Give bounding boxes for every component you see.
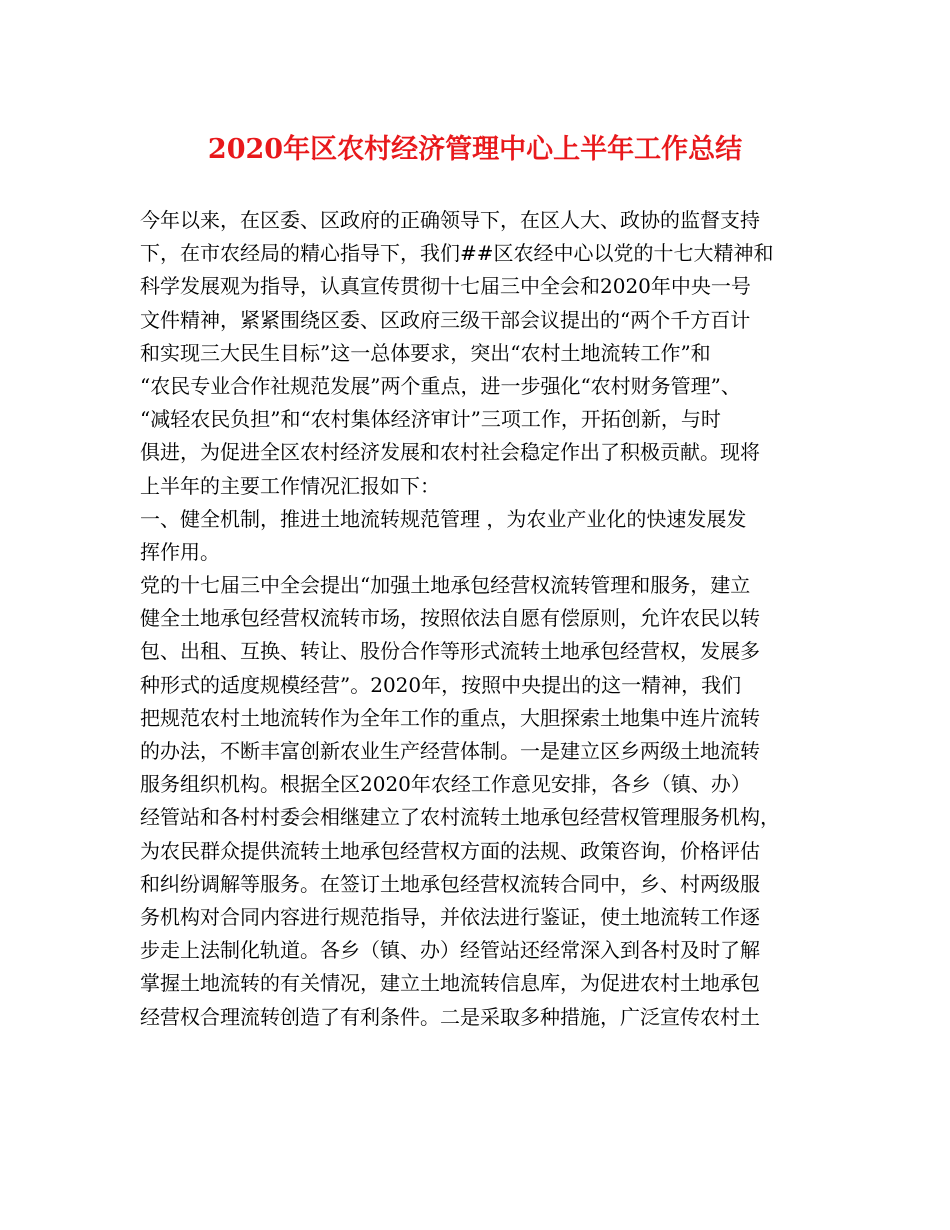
text-line: 包、出租、互换、转让、股份合作等形式流转土地承包经营权，发展多 — [140, 639, 760, 664]
text-line: 为农民群众提供流转土地承包经营权方面的法规、政策咨询，价格评估 — [140, 838, 760, 863]
text-line: 经营权合理流转创造了有利条件。二是采取多种措施，广泛宣传农村土 — [140, 1004, 760, 1029]
text-line: 步走上法制化轨道。各乡（镇、办）经管站还经常深入到各村及时了解 — [140, 938, 760, 963]
text-line: 和纠纷调解等服务。在签订土地承包经营权流转合同中，乡、村两级服 — [140, 871, 760, 896]
section-heading-line: 挥作用。 — [140, 539, 220, 564]
text-line: 种形式的适度规模经营”。2020年，按照中央提出的这一精神，我们 — [140, 672, 742, 697]
text-line: 党的十七届三中全会提出“加强土地承包经营权流转管理和服务，建立 — [140, 573, 751, 598]
text-line: “农民专业合作社规范发展”两个重点，进一步强化“农村财务管理”、 — [140, 373, 741, 398]
text-line: 今年以来，在区委、区政府的正确领导下，在区人大、政协的监督支持 — [140, 208, 760, 232]
text-line: 务机构对合同内容进行规范指导，并依法进行鉴证，使土地流转工作逐 — [140, 904, 760, 929]
text-line: 上半年的主要工作情况汇报如下： — [140, 473, 440, 498]
text-line: 科学发展观为指导，认真宣传贯彻十七届三中全会和2020年中央一号 — [140, 274, 751, 299]
text-line: 俱进，为促进全区农村经济发展和农村社会稳定作出了积极贡献。现将 — [140, 440, 760, 465]
text-line: 和实现三大民生目标”这一总体要求，突出“农村土地流转工作”和 — [140, 340, 711, 365]
text-line: 的办法，不断丰富创新农业生产经营体制。一是建立区乡两级土地流转 — [140, 739, 760, 763]
document-title: 2020年区农村经济管理中心上半年工作总结 — [207, 134, 743, 165]
text-line: 掌握土地流转的有关情况，建立土地流转信息库，为促进农村土地承包 — [140, 971, 760, 996]
text-line: 下，在市农经局的精心指导下，我们##区农经中心以党的十七大精神和 — [140, 241, 774, 266]
text-line: 把规范农村土地流转作为全年工作的重点，大胆探索土地集中连片流转 — [140, 705, 760, 730]
text-line: “减轻农民负担”和“农村集体经济审计”三项工作，开拓创新，与时 — [140, 407, 721, 432]
text-line: 文件精神，紧紧围绕区委、区政府三级干部会议提出的“两个千方百计 — [140, 307, 751, 332]
text-line: 健全土地承包经营权流转市场，按照依法自愿有偿原则，允许农民以转 — [140, 606, 760, 631]
section-heading-line: 一、健全机制，推进土地流转规范管理 ，为农业产业化的快速发展发 — [140, 506, 747, 531]
text-line: 经管站和各村村委会相继建立了农村流转土地承包经营权管理服务机构， — [140, 805, 780, 830]
text-line: 服务组织机构。根据全区2020年农经工作意见安排，各乡（镇、办） — [140, 772, 751, 797]
document-body — [140, 204, 820, 1034]
